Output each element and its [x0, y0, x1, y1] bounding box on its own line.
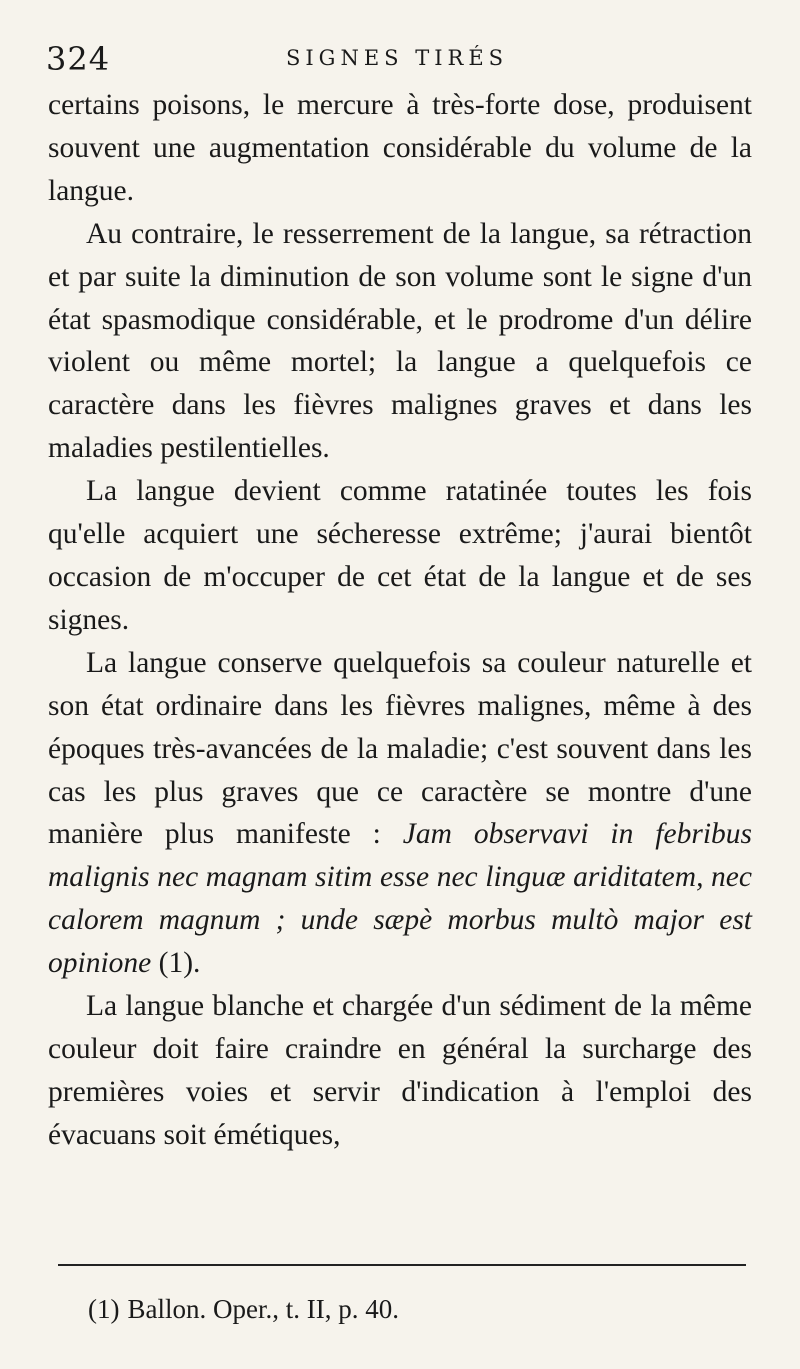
page-header [46, 40, 746, 80]
footnote-rule [58, 1264, 746, 1266]
paragraph-1: certains poisons, le mercure à très-forte dose, produisent souvent une augmentation considérable du volume de la langue. [48, 89, 752, 207]
paragraph-5: La langue blanche et chargée d'un sédiment de la même couleur doit faire craindre en général la surcharge des premières voies et servir d'indication à l'emploi des évacuans soit émétiques, [48, 990, 752, 1151]
footnote-ref: (1) [88, 1294, 120, 1324]
paragraph-3: La langue devient comme ratatinée toutes les fois qu'elle acquiert une sécheresse extrême; j'aurai bientôt occasion de m'occuper de cet état de la langue et de ses signes. [48, 475, 752, 636]
latin-quotation: Jam observavi in febribus malignis nec magnam sitim esse nec linguæ ariditatem, nec calorem magnum ; unde sæpè morbus multò major est opinione [48, 818, 752, 980]
footnote [88, 1294, 399, 1325]
footnote-text: Ballon. Oper., t. II, p. 40. [127, 1294, 399, 1324]
paragraph-4 [48, 642, 752, 985]
paragraph-4-text: La langue conserve quelquefois sa couleur naturelle et son état ordinaire dans les fièvres malignes, même à des époques très-avancées de la maladie; c'est souvent dans les cas les plus graves que ce caractère se montre d'une manière plus manifeste : [48, 646, 752, 851]
running-head: SIGNES TIRÉS [286, 46, 509, 70]
paragraph-2: Au contraire, le resserrement de la langue, sa rétraction et par suite la diminution de son volume sont le signe d'un état spasmodique considérable, et le prodrome d'un délire violent ou même mortel; la langue a quelquefois ce caractère dans les fièvres malignes graves et dans les maladies pestilentielles. [48, 217, 752, 465]
body-text [48, 84, 752, 1157]
page-number: 324 [46, 40, 111, 78]
footnote-marker: (1). [151, 947, 201, 980]
